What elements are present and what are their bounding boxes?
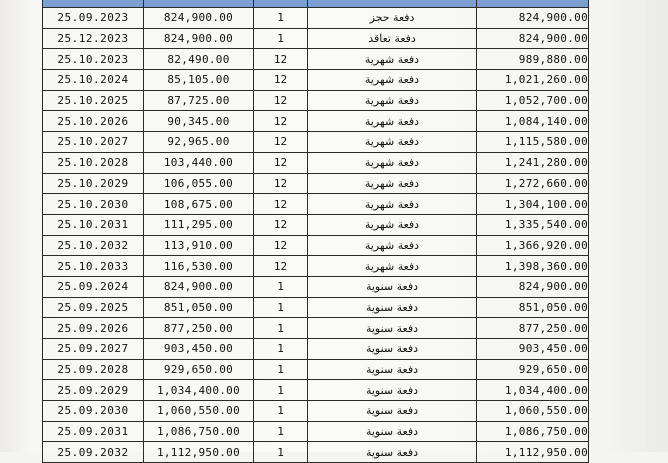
cell-installment-amount: 1,112,950.00 [144, 442, 254, 463]
cell-installment-amount: 824,900.00 [144, 276, 254, 297]
cell-total-amount: 1,272,660.00 [477, 173, 589, 194]
cell-total-amount: 824,900.00 [477, 28, 589, 49]
cell-installment-amount: 82,490.00 [144, 49, 254, 70]
table-row [43, 90, 589, 111]
cell-payment-type: دفعة شهرية [308, 256, 477, 277]
cell-payment-type: دفعة سنوية [308, 421, 477, 442]
cell-installment-count: 1 [254, 339, 308, 360]
cell-payment-type: دفعة تعاقد [308, 28, 477, 49]
cell-due-date: 25.09.2029 [43, 380, 144, 401]
cell-payment-type: دفعة سنوية [308, 276, 477, 297]
table-row [43, 359, 589, 380]
cell-due-date: 25.10.2023 [43, 49, 144, 70]
cell-due-date: 25.12.2023 [43, 28, 144, 49]
table-body [43, 8, 589, 463]
table-row [43, 152, 589, 173]
cell-due-date: 25.10.2027 [43, 132, 144, 153]
page-shadow [600, 0, 668, 452]
cell-payment-type: دفعة سنوية [308, 339, 477, 360]
cell-payment-type: دفعة شهرية [308, 111, 477, 132]
table-row [43, 111, 589, 132]
cell-installment-amount: 106,055.00 [144, 173, 254, 194]
cell-installment-amount: 87,725.00 [144, 90, 254, 111]
payment-schedule-table [42, 0, 589, 463]
cell-due-date: 25.10.2026 [43, 111, 144, 132]
cell-total-amount: 1,052,700.00 [477, 90, 589, 111]
cell-installment-count: 12 [254, 194, 308, 215]
cell-total-amount: 1,084,140.00 [477, 111, 589, 132]
cell-installment-amount: 116,530.00 [144, 256, 254, 277]
cell-installment-count: 1 [254, 276, 308, 297]
cell-due-date: 25.10.2028 [43, 152, 144, 173]
header-cell-total [477, 0, 589, 8]
cell-payment-type: دفعة شهرية [308, 235, 477, 256]
table-row [43, 8, 589, 29]
cell-installment-amount: 111,295.00 [144, 214, 254, 235]
table-row [43, 297, 589, 318]
cell-due-date: 25.10.2024 [43, 70, 144, 91]
table-row [43, 339, 589, 360]
cell-installment-count: 1 [254, 401, 308, 422]
cell-installment-count: 1 [254, 421, 308, 442]
cell-due-date: 25.09.2028 [43, 359, 144, 380]
cell-payment-type: دفعة شهرية [308, 214, 477, 235]
cell-total-amount: 851,050.00 [477, 297, 589, 318]
cell-installment-count: 1 [254, 359, 308, 380]
cell-due-date: 25.09.2025 [43, 297, 144, 318]
cell-due-date: 25.09.2030 [43, 401, 144, 422]
table-row [43, 173, 589, 194]
cell-total-amount: 824,900.00 [477, 8, 589, 29]
cell-total-amount: 1,366,920.00 [477, 235, 589, 256]
table-row [43, 235, 589, 256]
table-row [43, 318, 589, 339]
cell-payment-type: دفعة سنوية [308, 401, 477, 422]
cell-payment-type: دفعة شهرية [308, 152, 477, 173]
cell-total-amount: 1,115,580.00 [477, 132, 589, 153]
cell-installment-amount: 92,965.00 [144, 132, 254, 153]
cell-payment-type: دفعة سنوية [308, 359, 477, 380]
cell-due-date: 25.10.2030 [43, 194, 144, 215]
cell-installment-amount: 851,050.00 [144, 297, 254, 318]
header-cell-date [43, 0, 144, 8]
table-row [43, 256, 589, 277]
table-row [43, 49, 589, 70]
cell-payment-type: دفعة سنوية [308, 318, 477, 339]
cell-total-amount: 824,900.00 [477, 276, 589, 297]
cell-installment-count: 12 [254, 235, 308, 256]
cell-installment-count: 1 [254, 442, 308, 463]
cell-due-date: 25.10.2025 [43, 90, 144, 111]
cell-installment-amount: 108,675.00 [144, 194, 254, 215]
cell-total-amount: 1,086,750.00 [477, 421, 589, 442]
cell-installment-amount: 103,440.00 [144, 152, 254, 173]
cell-due-date: 25.09.2027 [43, 339, 144, 360]
table-row [43, 214, 589, 235]
cell-installment-count: 12 [254, 111, 308, 132]
cell-total-amount: 877,250.00 [477, 318, 589, 339]
cell-due-date: 25.09.2032 [43, 442, 144, 463]
cell-installment-amount: 824,900.00 [144, 8, 254, 29]
cell-due-date: 25.10.2032 [43, 235, 144, 256]
cell-installment-count: 12 [254, 152, 308, 173]
cell-payment-type: دفعة شهرية [308, 194, 477, 215]
header-cell-count [254, 0, 308, 8]
table-row [43, 194, 589, 215]
table-row [43, 28, 589, 49]
cell-payment-type: دفعة شهرية [308, 90, 477, 111]
cell-installment-amount: 85,105.00 [144, 70, 254, 91]
cell-installment-count: 12 [254, 256, 308, 277]
cell-total-amount: 1,021,260.00 [477, 70, 589, 91]
cell-installment-count: 12 [254, 49, 308, 70]
cell-installment-amount: 929,650.00 [144, 359, 254, 380]
cell-total-amount: 929,650.00 [477, 359, 589, 380]
cell-due-date: 25.09.2023 [43, 8, 144, 29]
cell-installment-amount: 1,034,400.00 [144, 380, 254, 401]
cell-payment-type: دفعة شهرية [308, 132, 477, 153]
table-row [43, 132, 589, 153]
cell-total-amount: 1,304,100.00 [477, 194, 589, 215]
cell-payment-type: دفعة شهرية [308, 70, 477, 91]
cell-payment-type: دفعة سنوية [308, 297, 477, 318]
cell-due-date: 25.10.2033 [43, 256, 144, 277]
cell-total-amount: 1,335,540.00 [477, 214, 589, 235]
cell-due-date: 25.09.2031 [43, 421, 144, 442]
table-row [43, 421, 589, 442]
cell-due-date: 25.09.2026 [43, 318, 144, 339]
header-row [43, 0, 589, 8]
cell-due-date: 25.10.2031 [43, 214, 144, 235]
cell-total-amount: 989,880.00 [477, 49, 589, 70]
table-row [43, 442, 589, 463]
table-row [43, 70, 589, 91]
cell-installment-count: 12 [254, 70, 308, 91]
cell-due-date: 25.09.2024 [43, 276, 144, 297]
cell-installment-count: 1 [254, 28, 308, 49]
cell-payment-type: دفعة شهرية [308, 49, 477, 70]
cell-installment-amount: 824,900.00 [144, 28, 254, 49]
table-row [43, 401, 589, 422]
cell-payment-type: دفعة حجز [308, 8, 477, 29]
cell-total-amount: 1,398,360.00 [477, 256, 589, 277]
cell-due-date: 25.10.2029 [43, 173, 144, 194]
cell-installment-count: 1 [254, 297, 308, 318]
cell-total-amount: 1,034,400.00 [477, 380, 589, 401]
cell-installment-amount: 877,250.00 [144, 318, 254, 339]
cell-installment-count: 12 [254, 173, 308, 194]
header-cell-installment [144, 0, 254, 8]
cell-total-amount: 1,112,950.00 [477, 442, 589, 463]
cell-installment-amount: 113,910.00 [144, 235, 254, 256]
header-cell-type [308, 0, 477, 8]
cell-installment-amount: 903,450.00 [144, 339, 254, 360]
cell-total-amount: 903,450.00 [477, 339, 589, 360]
table-row [43, 276, 589, 297]
cell-installment-count: 1 [254, 380, 308, 401]
cell-payment-type: دفعة سنوية [308, 380, 477, 401]
cell-installment-amount: 1,086,750.00 [144, 421, 254, 442]
table-row [43, 380, 589, 401]
cell-payment-type: دفعة سنوية [308, 442, 477, 463]
cell-installment-count: 12 [254, 90, 308, 111]
cell-total-amount: 1,060,550.00 [477, 401, 589, 422]
cell-total-amount: 1,241,280.00 [477, 152, 589, 173]
cell-payment-type: دفعة شهرية [308, 173, 477, 194]
cell-installment-amount: 1,060,550.00 [144, 401, 254, 422]
cell-installment-count: 1 [254, 318, 308, 339]
cell-installment-count: 12 [254, 214, 308, 235]
cell-installment-count: 12 [254, 132, 308, 153]
cell-installment-amount: 90,345.00 [144, 111, 254, 132]
cell-installment-count: 1 [254, 8, 308, 29]
